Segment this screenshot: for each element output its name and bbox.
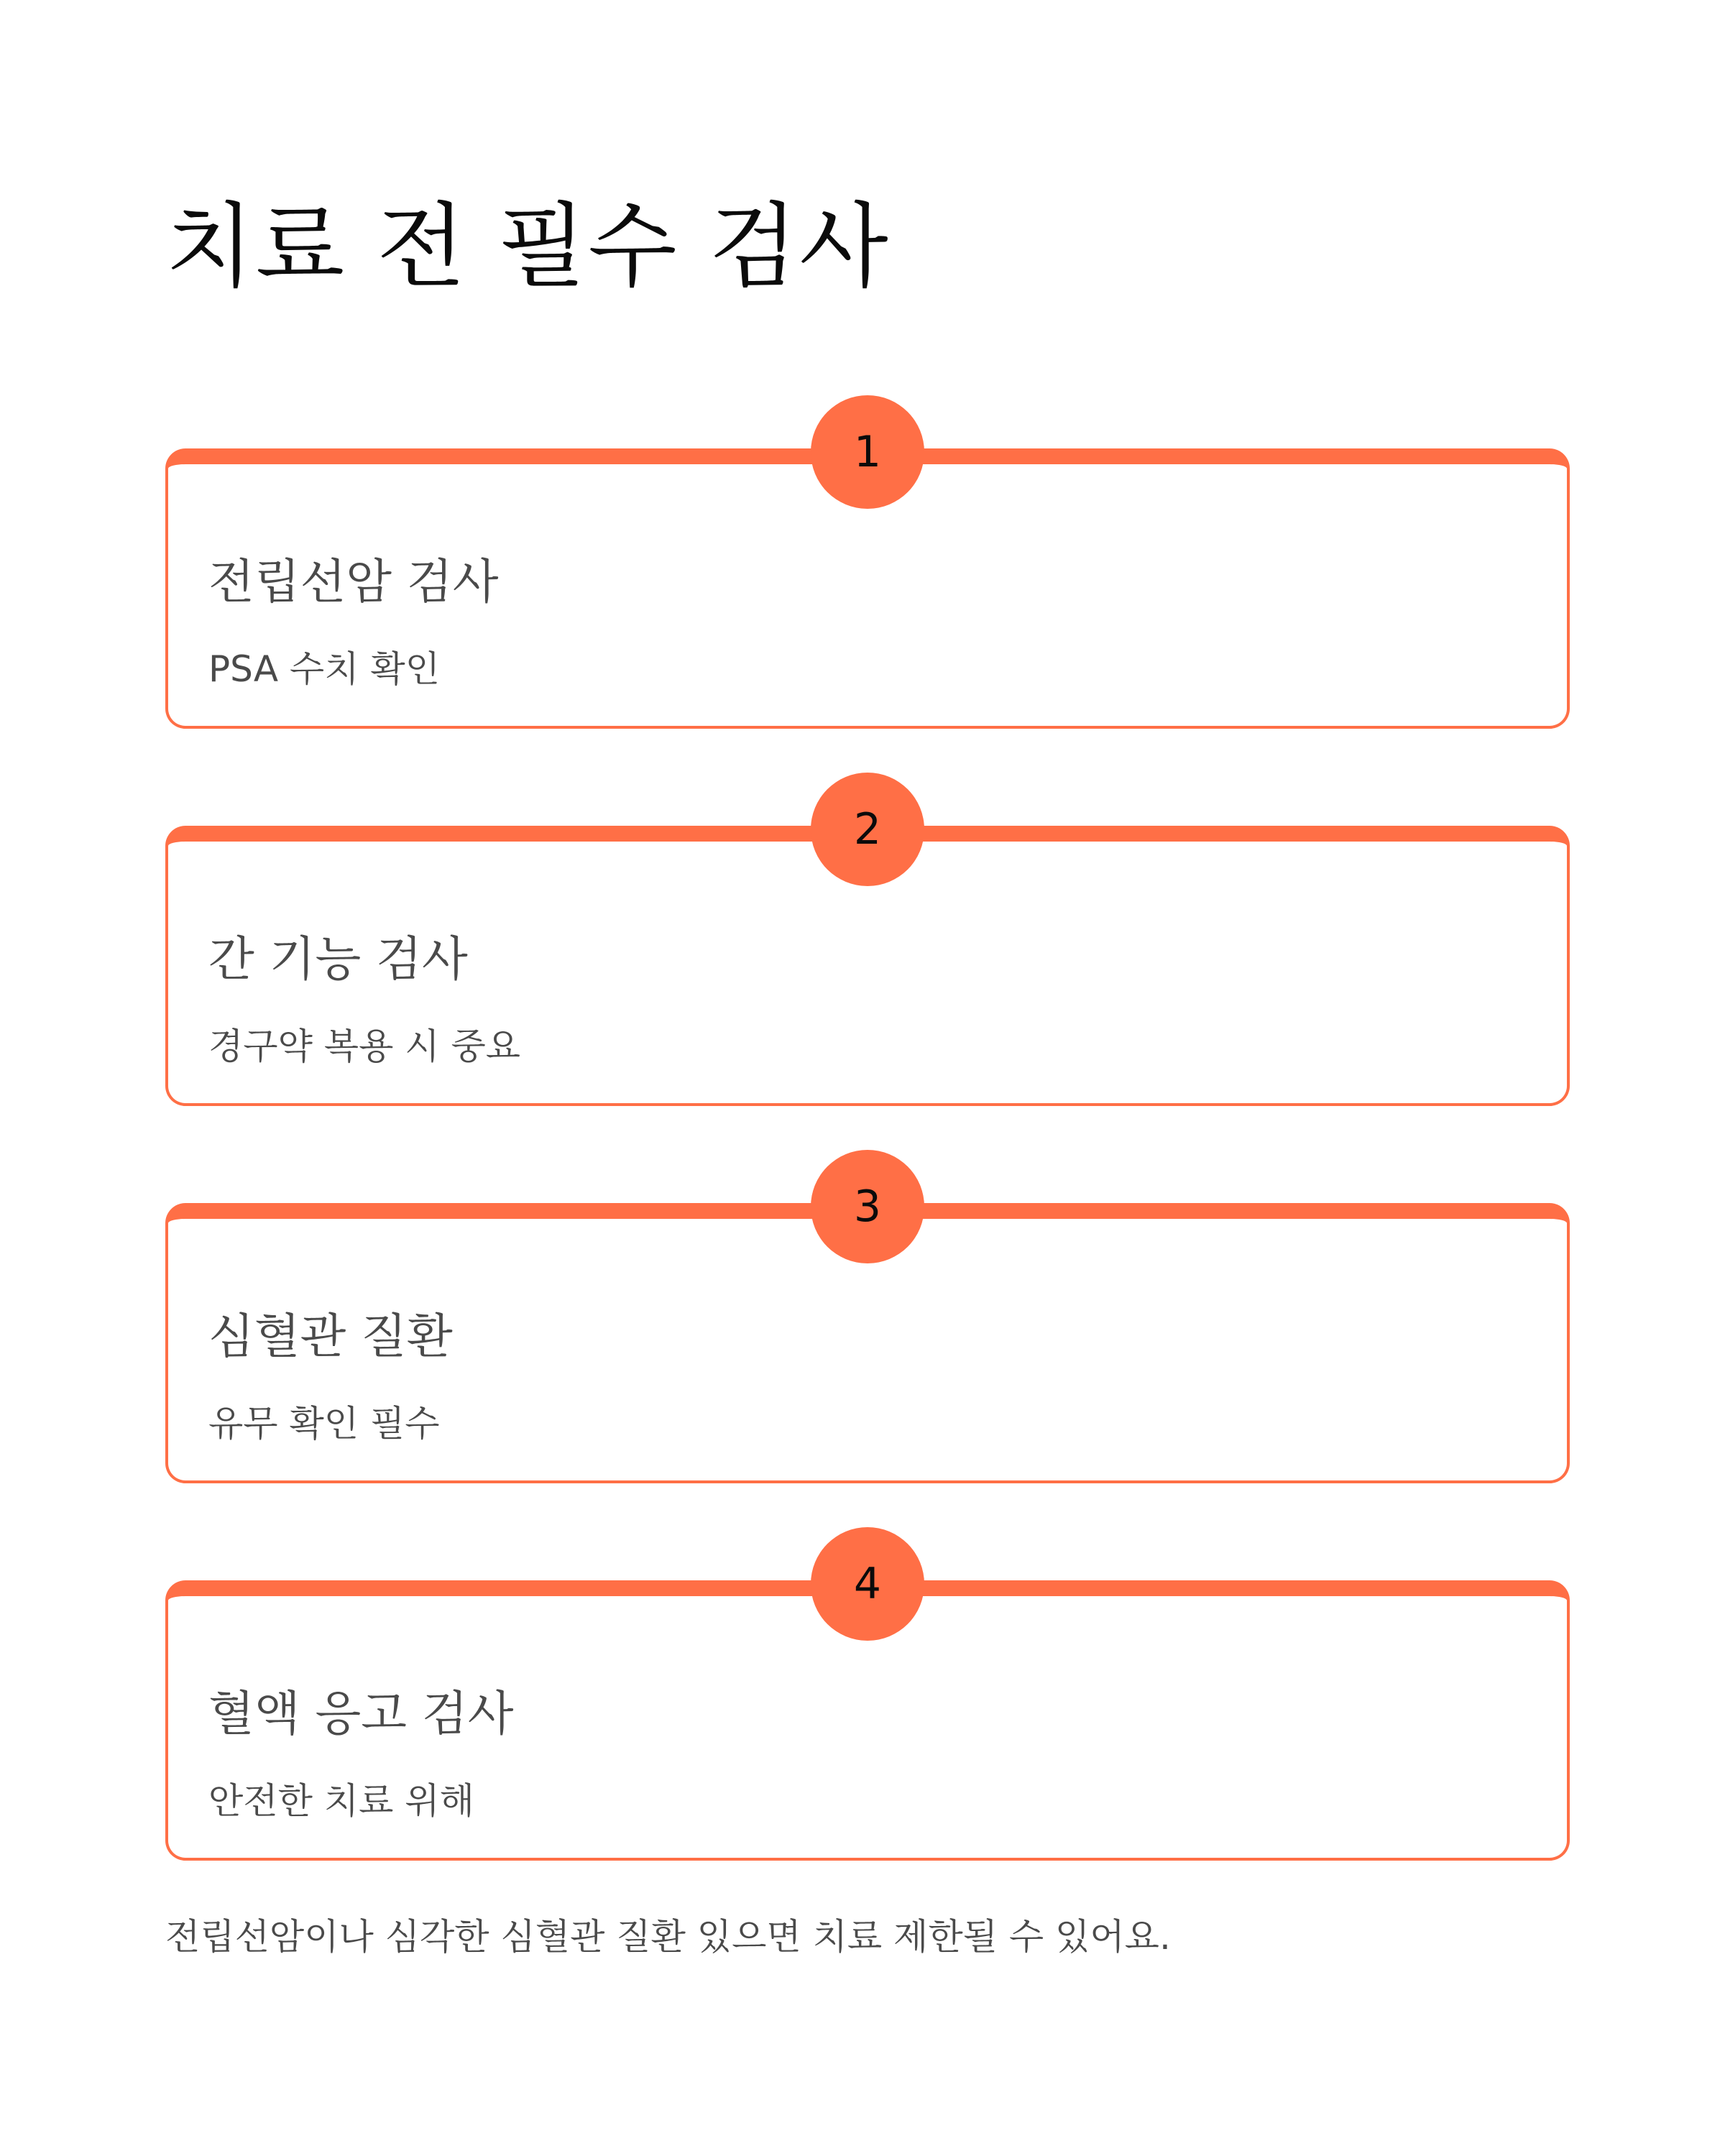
step-title: 심혈관 질환	[208, 1309, 453, 1364]
step-number-badge: 1	[811, 395, 924, 509]
step-item	[165, 1150, 1570, 1527]
page-title: 치료 전 필수 검사	[165, 193, 890, 300]
step-description: PSA 수치 확인	[208, 648, 441, 690]
step-description: 경구약 복용 시 중요	[208, 1026, 521, 1067]
step-item	[165, 1527, 1570, 1904]
step-item	[165, 773, 1570, 1150]
step-title: 간 기능 검사	[208, 931, 468, 987]
footnote: 전립선암이나 심각한 심혈관 질환 있으면 치료 제한될 수 있어요.	[165, 1916, 1171, 1958]
step-title: 혈액 응고 검사	[208, 1686, 514, 1741]
step-number-badge: 2	[811, 773, 924, 886]
step-list	[165, 395, 1570, 1904]
step-item	[165, 395, 1570, 773]
step-description: 유무 확인 필수	[208, 1403, 440, 1445]
step-title: 전립선암 검사	[208, 554, 499, 609]
step-number-badge: 4	[811, 1527, 924, 1641]
step-number-badge: 3	[811, 1150, 924, 1263]
step-description: 안전한 치료 위해	[208, 1780, 474, 1822]
